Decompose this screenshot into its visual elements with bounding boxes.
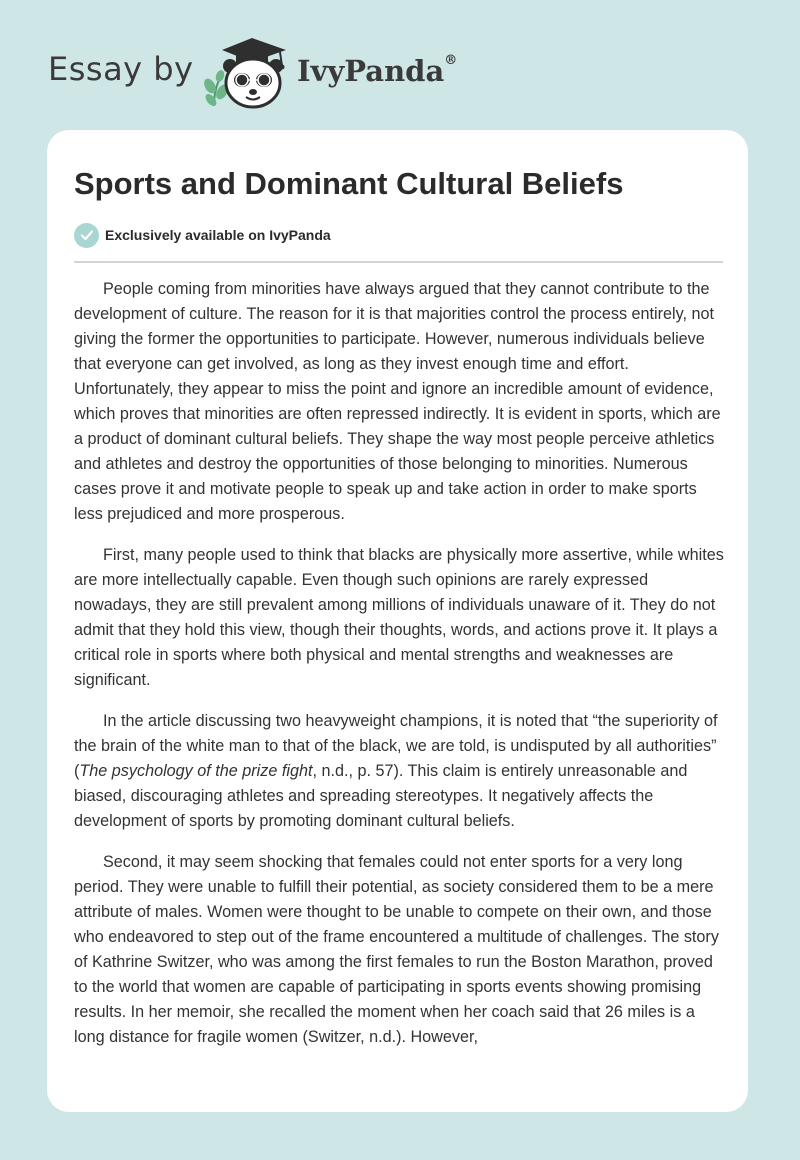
site-header bbox=[0, 0, 800, 130]
paragraph-3-text-b: , n.d., p. 57). This claim is entirely unreasonable and biased, discouraging athletes and spreading stereotypes. It negatively affects the development of sports by promoting dominant cultural beliefs. bbox=[74, 762, 688, 830]
brand-label: IvyPanda bbox=[297, 54, 445, 88]
title-divider bbox=[74, 261, 723, 263]
check-badge-circle bbox=[74, 223, 99, 248]
cited-title: The psychology of the prize fight bbox=[79, 762, 313, 780]
paragraph-3-text-a: In the article discussing two heavyweight champions, it is noted that “the superiority of the brain of the white man to that of the black, we are told, is undisputed by all authorities” ( bbox=[74, 712, 718, 780]
paragraph-1: People coming from minorities have always argued that they cannot contribute to the development of culture. The reason for it is that majorities control the process entirely, not giving the former the opportunities to participate. However, numerous individuals believe that everyone can get involved, as long as they invest enough time and effort. Unfortunately, they appear to miss the point and ignore an incredible amount of evidence, which proves that minorities are often repressed indirectly. It is evident in sports, which are a product of dominant cultural beliefs. They shape the way most people perceive athletics and athletes and destroy the opportunities of those belonging to minorities. Numerous cases prove it and motivate people to speak up and take action in order to make sports less prejudiced and more prosperous. bbox=[74, 280, 721, 523]
paragraph-2: First, many people used to think that blacks are physically more assertive, while whites are more intellectually capable. Even though such opinions are rarely expressed nowadays, they are still prevalent among millions of individuals unaware of it. They do not admit that they hold this view, though their thoughts, words, and actions prove it. It plays a critical role in sports where both physical and mental strengths and weaknesses are significant. bbox=[74, 546, 724, 689]
essay-card bbox=[47, 130, 748, 1112]
essay-by-label: Essay by bbox=[48, 50, 194, 88]
exclusive-label: Exclusively available on IvyPanda bbox=[105, 227, 331, 243]
essay-title: Sports and Dominant Cultural Beliefs bbox=[74, 166, 624, 201]
registered-mark: ® bbox=[444, 53, 458, 69]
check-icon bbox=[80, 228, 94, 242]
brand-name[interactable] bbox=[297, 54, 457, 88]
exclusive-badge bbox=[74, 222, 331, 248]
panda-graduation-logo-icon[interactable] bbox=[200, 36, 292, 110]
paragraph-3 bbox=[74, 709, 724, 834]
paragraph-4: Second, it may seem shocking that females could not enter sports for a very long period. They were unable to fulfill their potential, as society considered them to be a mere attribute of males. Women were thought to be unable to compete on their own, and those who endeavored to step out of the frame encountered a multitude of challenges. The story of Kathrine Switzer, who was among the first females to run the Boston Marathon, proved to the world that women are capable of participating in sports events showing promising results. In her memoir, she recalled the moment when her coach said that 26 miles is a long distance for fragile women (Switzer, n.d.). However, bbox=[74, 853, 719, 1046]
essay-body bbox=[74, 277, 724, 1066]
